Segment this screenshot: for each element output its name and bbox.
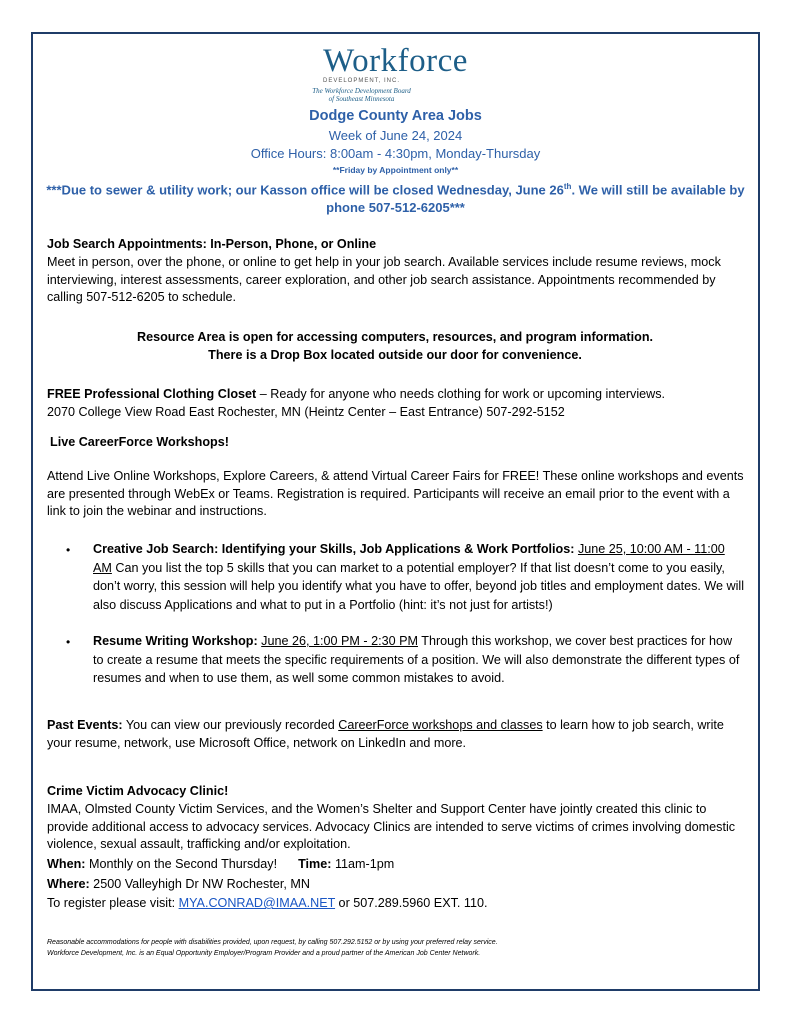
time-value: 11am-1pm [331,857,395,871]
footer-equal-opportunity: Workforce Development, Inc. is an Equal Opportunity Employer/Program Provider and a proud partner of the American Job Center Network. [47,950,481,957]
friday-note: **Friday by Appointment only** [332,165,459,175]
workforce-logo [0,44,791,103]
workshops-intro: Attend Live Online Workshops, Explore Careers, & attend Virtual Career Fairs for FREE! These online workshops and events are presented through WebEx or Teams. Registration is required. Participants will receive an email prior to the event with a link to join the webinar and instructions. [47,469,744,518]
workshop-2-date: June 26, 1:00 PM - 2:30 PM [261,634,418,648]
office-hours: Office Hours: 8:00am - 4:30pm, Monday-Thursday [250,146,541,161]
workshop-1-title: Creative Job Search: Identifying your Skills, Job Applications & Work Portfolios: [93,542,575,556]
careerforce-workshops-link[interactable]: CareerForce workshops and classes [338,718,543,732]
clinic-when-time [47,856,747,874]
logo-tagline-2: of Southeast Minnesota [328,95,395,103]
closure-notice-a: ***Due to sewer & utility work; our Kasson office will be closed Wednesday, June 26 [46,182,564,198]
footer-accommodations: Reasonable accommodations for people with disabilities provided, upon request, by calling 507.292.5152 or by using your preferred relay service. [47,939,498,946]
where-label: Where: [47,877,90,891]
when-label: When: [47,857,86,871]
closet-text: – Ready for anyone who needs clothing for work or upcoming interviews. [256,387,666,401]
workshop-1-desc: Can you list the top 5 skills that you can market to a potential employer? If that list doesn’t come to you easily, don’t worry, this session will help you identify what you have to offer, beyond job titles and employment dates. We will also discuss Applications and what to put in a Portfolio (hint: it’s not just for artists!) [93,560,745,612]
appointments-body: Meet in person, over the phone, or online to get help in your job search. Available services include resume reviews, mock interviewing, interest assessments, career exploration, and other job search assistance. Appointments recommended by calling 507-512-6205 to schedule. [47,255,721,304]
logo-wordmark: Workforce [323,43,468,79]
logo-development-text: DEVELOPMENT, INC. [322,78,400,84]
closure-notice-sup: th [563,182,572,191]
closet-address: 2070 College View Road East Rochester, MN (Heintz Center – East Entrance) 507-292-5152 [47,405,565,419]
clinic-heading: Crime Victim Advocacy Clinic! [47,784,229,798]
clinic-where [47,876,747,894]
clinic-register [47,895,747,913]
when-value: Monthly on the Second Thursday! [85,857,278,871]
workshop-item-1 [93,540,745,614]
logo-tagline-1: The Workforce Development Board [312,87,411,95]
bullet-icon: • [66,635,71,649]
clinic-body: IMAA, Olmsted County Victim Services, and the Women’s Shelter and Support Center have jointly created this clinic to provide additional access to advocacy services. Advocacy Clinics are intended to serve victims of crimes involving domestic violence, sexual assault, trafficking and/or exploitation. [47,802,736,851]
past-events [47,717,747,752]
closet-label: FREE Professional Clothing Closet [47,387,257,401]
past-events-text-a: You can view our previously recorded [125,718,339,732]
resource-line-1: Resource Area is open for accessing computers, resources, and program information. [136,330,654,344]
past-events-label: Past Events: [47,718,123,732]
register-text-b: or 507.289.5960 EXT. 110. [335,896,488,910]
workshops-heading: Live CareerForce Workshops! [50,435,229,449]
week-label: Week of June 24, 2024 [328,128,463,143]
bullet-icon: • [66,543,71,557]
register-email-link[interactable]: MYA.CONRAD@IMAA.NET [178,896,336,910]
clothing-closet [47,386,747,404]
resource-line-2: There is a Drop Box located outside our door for convenience. [208,348,582,362]
where-value: 2500 Valleyhigh Dr NW Rochester, MN [89,877,310,891]
workshop-item-2 [93,632,745,688]
workshop-1-date: June 25, 10:00 AM - 11:00 AM [93,542,725,575]
time-label: Time: [298,857,332,871]
closure-notice-b: . We will still be available by phone 507-512-6205*** [326,182,745,216]
register-text-a: To register please visit: [47,896,179,910]
past-events-text-b: to learn how to job search, write your resume, network, use Microsoft Office, network on LinkedIn and more. [47,718,724,750]
page-title: Dodge County Area Jobs [309,108,482,124]
workshop-2-desc: Through this workshop, we cover best practices for how to create a resume that meets the specific requirements of a position. We will also demonstrate the different types of resumes and when to use them, as well some common mistakes to avoid. [93,634,740,685]
appointments-heading: Job Search Appointments: In-Person, Phone, or Online [47,237,377,251]
closure-notice [40,178,751,217]
workshop-2-title: Resume Writing Workshop: [93,634,258,648]
